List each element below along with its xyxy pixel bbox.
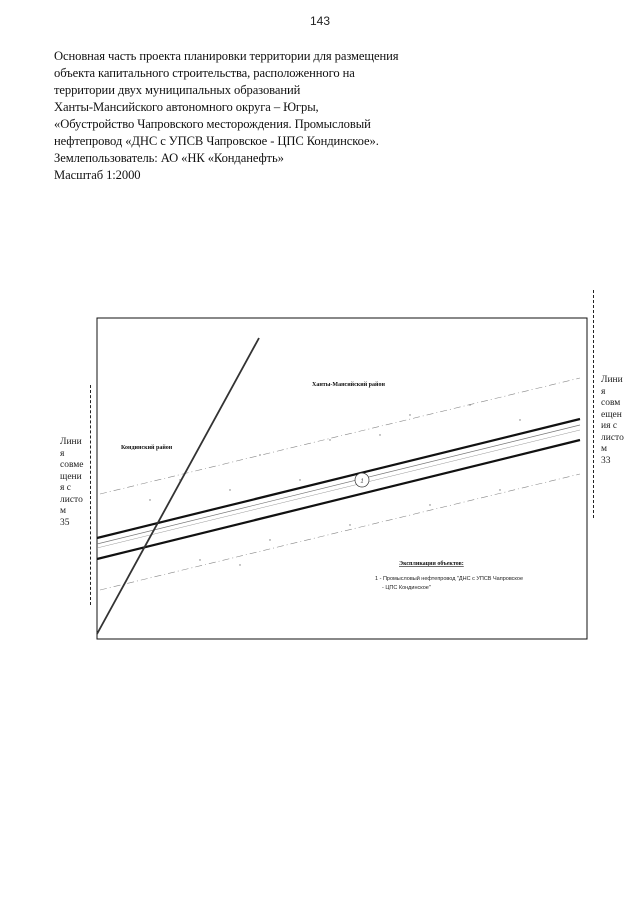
note-line: 35 — [60, 517, 70, 528]
note-line: я с — [60, 483, 71, 493]
boundary-line-lower — [100, 474, 580, 590]
note-line: Лини — [601, 375, 623, 385]
legend-title: Экспликация объектов: — [399, 561, 464, 567]
note-line: Лини — [60, 437, 82, 447]
heading-line: Ханты-Мансийского автономного округа – Югры, — [54, 100, 319, 114]
note-line: м — [601, 444, 608, 454]
survey-dots — [149, 404, 520, 565]
note-line: листо — [601, 432, 624, 443]
note-line: ещен — [601, 409, 622, 420]
note-line: листо — [60, 494, 83, 505]
note-line: щени — [60, 471, 82, 482]
heading-line: нефтепровод «ДНС с УПСВ Чапровское - ЦПС Кондинское». — [54, 134, 379, 148]
heading-line: территории двух муниципальных образований — [54, 83, 301, 97]
note-line: м — [60, 506, 67, 516]
legend-item-line: 1 - Промысловый нефтепровод "ДНС с УПСВ Чапровское — [375, 576, 524, 582]
note-line: ия с — [601, 421, 618, 431]
heading-line: объекта капитального строительства, расположенного на — [54, 66, 355, 80]
heading-line: «Обустройство Чапровского месторождения. Промысловый — [54, 117, 371, 131]
note-line: совме — [60, 460, 84, 470]
row-line-lower — [97, 440, 580, 559]
object-marker-number: 1 — [360, 478, 364, 485]
district-label-khanty-mansiysk: Ханты-Мансийский район — [312, 382, 385, 388]
pipeline-axis-outer — [97, 425, 580, 544]
district-label-kondinsky: Кондинский район — [121, 445, 173, 451]
note-line: я — [601, 386, 606, 397]
land-user-line: Землепользователь: АО «НК «Конданефть» — [54, 151, 284, 165]
note-line: 33 — [601, 455, 611, 466]
legend-item-line: - ЦПС Кондинское" — [382, 585, 431, 591]
note-line: я — [60, 448, 65, 459]
row-line-upper — [97, 419, 580, 538]
page-number: 143 — [309, 14, 331, 28]
note-line: совм — [601, 398, 621, 408]
heading-line: Основная часть проекта планировки территории для размещения — [54, 49, 399, 63]
scale-line: Масштаб 1:2000 — [54, 168, 141, 182]
district-boundary-line — [97, 338, 259, 634]
